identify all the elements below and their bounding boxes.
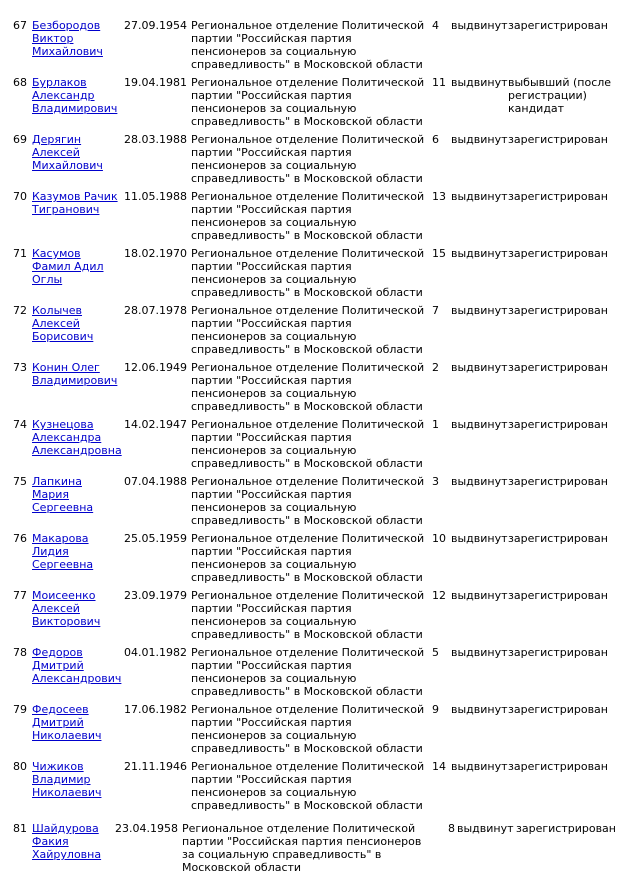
table-row xyxy=(0,187,621,244)
row-number: 70 xyxy=(13,190,27,203)
nominating-organization: Региональное отделение Политической партии "Российская партия пенсионеров за социальную справедливость" в Московской области xyxy=(191,589,425,641)
table-row xyxy=(0,16,621,73)
candidate-name-link[interactable]: Безбородов Виктор Михайлович xyxy=(32,19,103,58)
district-number: 15 xyxy=(432,247,446,260)
candidate-name-link[interactable]: Федосеев Дмитрий Николаевич xyxy=(32,703,102,742)
district-number: 13 xyxy=(432,190,446,203)
nomination-status: выдвинут xyxy=(451,646,508,659)
district-number: 3 xyxy=(432,475,439,488)
registration-status: зарегистрирован xyxy=(508,532,608,545)
nomination-status: выдвинут xyxy=(451,418,508,431)
row-number: 74 xyxy=(13,418,27,431)
row-number: 75 xyxy=(13,475,27,488)
row-number: 78 xyxy=(13,646,27,659)
birth-date: 14.02.1947 xyxy=(124,418,187,431)
district-number: 11 xyxy=(432,76,446,89)
nominating-organization: Региональное отделение Политической партии "Российская партия пенсионеров за социальную справедливость" в Московской области xyxy=(191,760,425,812)
nominating-organization: Региональное отделение Политической партии "Российская партия пенсионеров за социальную справедливость" в Московской области xyxy=(191,646,425,698)
nominating-organization: Региональное отделение Политической партии "Российская партия пенсионеров за социальную справедливость" в Московской области xyxy=(191,304,425,356)
nominating-organization: Региональное отделение Политической партии "Российская партия пенсионеров за социальную справедливость" в Московской области xyxy=(191,532,425,584)
nomination-status: выдвинут xyxy=(451,532,508,545)
nomination-status: выдвинут xyxy=(451,76,508,89)
table-row xyxy=(0,819,621,876)
nomination-status: выдвинут xyxy=(451,304,508,317)
registration-status: зарегистрирован xyxy=(508,133,608,146)
nominating-organization: Региональное отделение Политической партии "Российская партия пенсионеров за социальную справедливость" в Московской области xyxy=(191,190,425,242)
district-number: 8 xyxy=(448,822,455,835)
nomination-status: выдвинут xyxy=(451,361,508,374)
table-row xyxy=(0,130,621,187)
candidate-name-link[interactable]: Кузнецова Александра Александровна xyxy=(32,418,122,457)
nominating-organization: Региональное отделение Политической партии "Российская партия пенсионеров за социальную справедливость" в Московской области xyxy=(191,247,425,299)
row-number: 69 xyxy=(13,133,27,146)
table-row xyxy=(0,586,621,643)
nomination-status: выдвинут xyxy=(451,19,508,32)
registration-status: зарегистрирован xyxy=(508,703,608,716)
district-number: 4 xyxy=(432,19,439,32)
district-number: 5 xyxy=(432,646,439,659)
candidate-name-link[interactable]: Дерягин Алексей Михайлович xyxy=(32,133,103,172)
birth-date: 04.01.1982 xyxy=(124,646,187,659)
table-row xyxy=(0,757,621,814)
district-number: 2 xyxy=(432,361,439,374)
birth-date: 12.06.1949 xyxy=(124,361,187,374)
registration-status: зарегистрирован xyxy=(508,475,608,488)
table-row xyxy=(0,73,621,130)
candidate-name-link[interactable]: Чижиков Владимир Николаевич xyxy=(32,760,102,799)
nomination-status: выдвинут xyxy=(451,703,508,716)
registration-status: зарегистрирован xyxy=(508,247,608,260)
district-number: 10 xyxy=(432,532,446,545)
registration-status: выбывший (после регистрации) кандидат xyxy=(508,76,612,115)
nominating-organization: Региональное отделение Политической партии "Российская партия пенсионеров за социальную справедливость" в Московской области xyxy=(191,475,425,527)
registration-status: зарегистрирован xyxy=(508,304,608,317)
candidate-name-link[interactable]: Шайдурова Факия Хайруловна xyxy=(32,822,102,861)
table-row xyxy=(0,301,621,358)
nomination-status: выдвинут xyxy=(457,822,514,835)
candidate-name-link[interactable]: Колычев Алексей Борисович xyxy=(32,304,94,343)
birth-date: 28.07.1978 xyxy=(124,304,187,317)
nomination-status: выдвинут xyxy=(451,247,508,260)
candidate-name-link[interactable]: Макарова Лидия Сергеевна xyxy=(32,532,94,571)
table-row xyxy=(0,244,621,301)
district-number: 14 xyxy=(432,760,446,773)
registration-status: зарегистрирован xyxy=(508,760,608,773)
row-number: 76 xyxy=(13,532,27,545)
row-number: 80 xyxy=(13,760,27,773)
row-number: 79 xyxy=(13,703,27,716)
nominating-organization: Региональное отделение Политической партии "Российская партия пенсионеров за социальную справедливость" в Московской области xyxy=(191,418,425,470)
registration-status: зарегистрирован xyxy=(508,190,608,203)
district-number: 6 xyxy=(432,133,439,146)
candidate-name-link[interactable]: Касумов Фамил Адил Оглы xyxy=(32,247,104,286)
row-number: 73 xyxy=(13,361,27,374)
nomination-status: выдвинут xyxy=(451,475,508,488)
registration-status: зарегистрирован xyxy=(508,589,608,602)
table-row xyxy=(0,472,621,529)
registration-status: зарегистрирован xyxy=(508,361,608,374)
candidate-name-link[interactable]: Моисеенко Алексей Викторович xyxy=(32,589,101,628)
birth-date: 19.04.1981 xyxy=(124,76,187,89)
table-row xyxy=(0,415,621,472)
birth-date: 23.04.1958 xyxy=(115,822,178,835)
table-row xyxy=(0,529,621,586)
table-row xyxy=(0,700,621,757)
district-number: 9 xyxy=(432,703,439,716)
birth-date: 23.09.1979 xyxy=(124,589,187,602)
registration-status: зарегистрирован xyxy=(508,19,608,32)
nomination-status: выдвинут xyxy=(451,133,508,146)
nomination-status: выдвинут xyxy=(451,760,508,773)
table-row xyxy=(0,643,621,700)
birth-date: 25.05.1959 xyxy=(124,532,187,545)
nominating-organization: Региональное отделение Политической партии "Российская партия пенсионеров за социальную справедливость" в Московской области xyxy=(191,76,425,128)
birth-date: 17.06.1982 xyxy=(124,703,187,716)
registration-status: зарегистрирован xyxy=(508,418,608,431)
birth-date: 28.03.1988 xyxy=(124,133,187,146)
birth-date: 18.02.1970 xyxy=(124,247,187,260)
row-number: 77 xyxy=(13,589,27,602)
registration-status: зарегистрирован xyxy=(516,822,616,835)
nominating-organization: Региональное отделение Политической партии "Российская партия пенсионеров за социальную справедливость" в Московской области xyxy=(191,19,425,71)
candidate-name-link[interactable]: Конин Олег Владимирович xyxy=(32,361,118,387)
registration-status: зарегистрирован xyxy=(508,646,608,659)
row-number: 68 xyxy=(13,76,27,89)
birth-date: 21.11.1946 xyxy=(124,760,187,773)
candidate-name-link[interactable]: Бурлаков Александр Владимирович xyxy=(32,76,118,115)
candidate-name-link[interactable]: Лапкина Мария Сергеевна xyxy=(32,475,94,514)
nominating-organization: Региональное отделение Политической партии "Российская партия пенсионеров за социальную справедливость" в Московской области xyxy=(182,822,422,874)
birth-date: 11.05.1988 xyxy=(124,190,187,203)
district-number: 12 xyxy=(432,589,446,602)
candidate-name-link[interactable]: Федоров Дмитрий Александрович xyxy=(32,646,122,685)
nominating-organization: Региональное отделение Политической партии "Российская партия пенсионеров за социальную справедливость" в Московской области xyxy=(191,703,425,755)
table-row xyxy=(0,358,621,415)
row-number: 81 xyxy=(13,822,27,835)
row-number: 67 xyxy=(13,19,27,32)
candidate-name-link[interactable]: Казумов Рачик Тигранович xyxy=(32,190,118,216)
nominating-organization: Региональное отделение Политической партии "Российская партия пенсионеров за социальную справедливость" в Московской области xyxy=(191,361,425,413)
row-number: 71 xyxy=(13,247,27,260)
nomination-status: выдвинут xyxy=(451,589,508,602)
birth-date: 27.09.1954 xyxy=(124,19,187,32)
nominating-organization: Региональное отделение Политической партии "Российская партия пенсионеров за социальную справедливость" в Московской области xyxy=(191,133,425,185)
district-number: 7 xyxy=(432,304,439,317)
birth-date: 07.04.1988 xyxy=(124,475,187,488)
district-number: 1 xyxy=(432,418,439,431)
nomination-status: выдвинут xyxy=(451,190,508,203)
row-number: 72 xyxy=(13,304,27,317)
